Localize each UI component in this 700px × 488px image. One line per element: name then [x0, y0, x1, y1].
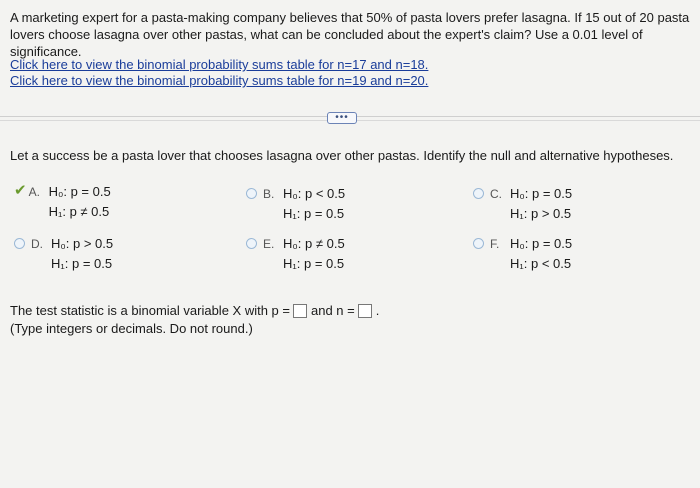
- radio-button[interactable]: [246, 188, 257, 199]
- null-hypothesis: H₀: p = 0.5: [510, 186, 573, 201]
- alternative-hypothesis: H₁: p = 0.5: [283, 256, 345, 271]
- p-value-input[interactable]: [293, 304, 307, 318]
- checkmark-icon: ✔: [14, 182, 27, 199]
- option-letter: A.: [28, 185, 40, 199]
- answer-prefix: The test statistic is a binomial variable X with p =: [10, 303, 290, 318]
- option-letter: B.: [263, 187, 275, 201]
- alternative-hypothesis: H₁: p = 0.5: [283, 206, 345, 221]
- alternative-hypothesis: H₁: p = 0.5: [51, 256, 113, 271]
- answer-middle: and n =: [310, 303, 355, 318]
- null-hypothesis: H₀: p > 0.5: [51, 236, 114, 251]
- alternative-hypothesis: H₁: p ≠ 0.5: [48, 204, 110, 219]
- option-c[interactable]: [473, 184, 572, 224]
- option-e[interactable]: [246, 234, 345, 274]
- option-letter: D.: [31, 237, 43, 251]
- instruction-note: (Type integers or decimals. Do not round.): [10, 321, 253, 336]
- radio-button[interactable]: [14, 238, 25, 249]
- binomial-table-link-19-20[interactable]: Click here to view the binomial probability sums table for n=19 and n=20.: [10, 73, 429, 88]
- option-letter: F.: [490, 237, 500, 251]
- null-hypothesis: H₀: p < 0.5: [283, 186, 346, 201]
- binomial-table-link-17-18[interactable]: Click here to view the binomial probability sums table for n=17 and n=18.: [10, 57, 429, 72]
- n-value-input[interactable]: [358, 304, 372, 318]
- radio-button[interactable]: [473, 238, 484, 249]
- option-letter: E.: [263, 237, 275, 251]
- null-hypothesis: H₀: p = 0.5: [510, 236, 573, 251]
- alternative-hypothesis: H₁: p < 0.5: [510, 256, 572, 271]
- radio-button[interactable]: [246, 238, 257, 249]
- option-a[interactable]: [14, 182, 111, 222]
- option-letter: C.: [490, 187, 502, 201]
- option-b[interactable]: [246, 184, 345, 224]
- alternative-hypothesis: H₁: p > 0.5: [510, 206, 572, 221]
- question-prompt: Let a success be a pasta lover that chooses lasagna over other pastas. Identify the null and alternative hypotheses.: [10, 148, 674, 163]
- expand-button[interactable]: •••: [327, 112, 357, 124]
- answer-suffix: .: [375, 303, 380, 318]
- option-d[interactable]: [14, 234, 113, 274]
- question-text: A marketing expert for a pasta-making company believes that 50% of pasta lovers prefer lasagna. If 15 out of 20 pasta lovers choose lasagna over other pastas, what can be concluded about the expert's claim? Use a 0.01 level of significance.: [10, 10, 690, 59]
- option-f[interactable]: [473, 234, 572, 274]
- null-hypothesis: H₀: p ≠ 0.5: [283, 236, 345, 251]
- radio-button[interactable]: [473, 188, 484, 199]
- null-hypothesis: H₀: p = 0.5: [48, 184, 111, 199]
- test-statistic-statement: [10, 303, 379, 319]
